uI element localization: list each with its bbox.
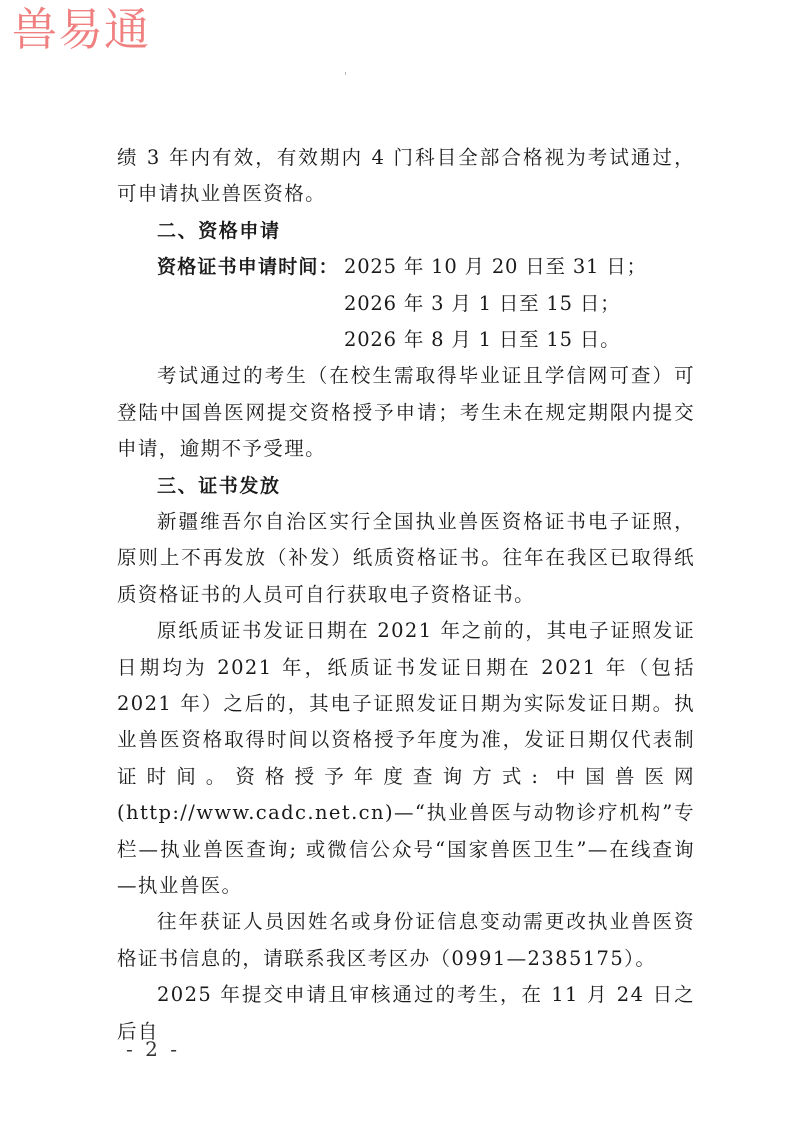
watermark-logo: 兽易通 — [12, 3, 151, 56]
apply-time-label: 资格证书申请时间： — [157, 256, 339, 279]
section-heading-certificate-issuance: 三、证书发放 — [157, 474, 281, 497]
scan-artifact — [345, 72, 346, 75]
apply-date-1: 2025 年 10 月 20 日至 31 日； — [344, 255, 647, 279]
paragraph-issue-date-rules: 原纸质证书发证日期在 2021 年之前的，其电子证照发证日期均为 2021 年，纸质证书发证日期在 2021 年（包括 2021 年）之后的，其电子证照发证日期为实际发证日期。执业兽医资格取得时间以资格授予年度为准，发证日期仅代表制证时间。资格授予年度查询方式: 中国兽医网(http://www.cadc.net.cn)—“执业兽医与动物诊疗机构”专栏—执业兽医查询; 或微信公众号“国家兽医卫生”—在线查询—执业兽医。 — [117, 619, 703, 898]
paragraph-exam-validity: 绩 3 年内有效，有效期内 4 门科目全部合格视为考试通过，可申请执业兽医资格。 — [117, 146, 695, 206]
apply-time-row-2 — [117, 286, 695, 322]
apply-date-3: 2026 年 8 月 1 日至 15 日。 — [344, 328, 621, 351]
paragraph-certificate-change: 往年获证人员因姓名或身份证信息变动需更改执业兽医资格证书信息的，请联系我区考区办（0991—2385175）。 — [117, 910, 695, 970]
paragraph-2025-applicants: 2025 年提交申请且审核通过的考生，在 11 月 24 日之后自 — [117, 983, 695, 1043]
document-body — [117, 140, 703, 1050]
apply-date-2: 2026 年 3 月 1 日至 15 日； — [344, 291, 621, 315]
paragraph-electronic-certificate: 新疆维吾尔自治区实行全国执业兽医资格证书电子证照，原则上不再发放（补发）纸质资格证书。往年在我区已取得纸质资格证书的人员可自行获取电子资格证书。 — [117, 510, 695, 606]
apply-time-row-3 — [117, 322, 695, 358]
paragraph-apply-instructions: 考试通过的考生（在校生需取得毕业证且学信网可查）可登陆中国兽医网提交资格授予申请；考生未在规定期限内提交申请，逾期不予受理。 — [117, 364, 695, 461]
section-heading-qualification-application: 二、资格申请 — [157, 219, 281, 242]
apply-time-row-1 — [117, 249, 695, 285]
page-number: - 2 - — [126, 1037, 180, 1061]
